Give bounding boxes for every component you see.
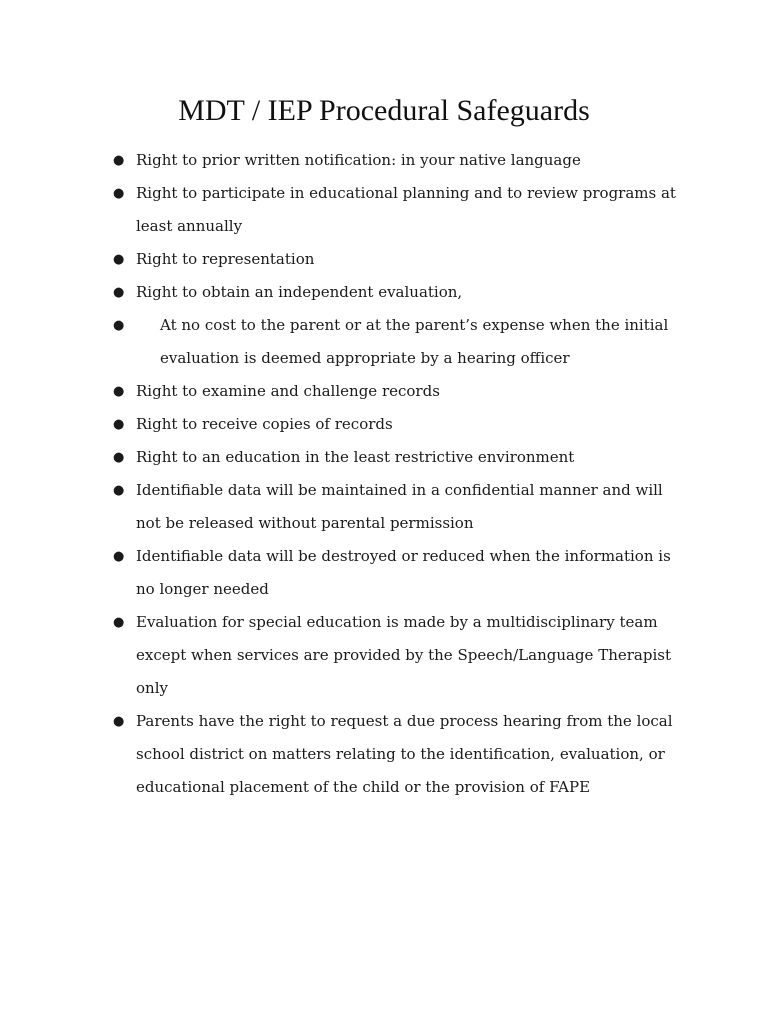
- bullet-icon: ●: [113, 186, 125, 201]
- list-item-text: Parents have the right to request a due process hearing from the local school district on matters relating to the identification, evaluation, or educational placement of the child or the provision of FAPE: [136, 712, 673, 796]
- list-item: [0, 243, 768, 276]
- bullet-icon: ●: [113, 714, 125, 729]
- bullet-icon: ●: [113, 153, 125, 168]
- list-item: [0, 309, 768, 375]
- list-item-text: Right to prior written notification: in your native language: [136, 151, 581, 169]
- list-item-text: Right to receive copies of records: [136, 415, 393, 433]
- list-item: [0, 408, 768, 441]
- list-item-text: Right to obtain an independent evaluation,: [136, 283, 463, 301]
- list-item-text: Right to an education in the least restrictive environment: [136, 448, 575, 466]
- bullet-icon: ●: [113, 285, 125, 300]
- list-item: [0, 606, 768, 705]
- bullet-icon: ●: [113, 417, 125, 432]
- list-item-text: At no cost to the parent or at the parent’s expense when the initial evaluation is deemed appropriate by a hearing officer: [160, 316, 669, 367]
- list-item-text: Identifiable data will be destroyed or reduced when the information is no longer needed: [136, 547, 671, 598]
- list-item: [0, 144, 768, 177]
- bullet-icon: ●: [113, 318, 125, 333]
- list-item-text: Right to participate in educational planning and to review programs at least annually: [136, 184, 676, 235]
- list-item: [0, 177, 768, 243]
- safeguards-list: [0, 144, 768, 804]
- bullet-icon: ●: [113, 450, 125, 465]
- list-item: [0, 474, 768, 540]
- bullet-icon: ●: [113, 549, 125, 564]
- list-item-text: Identifiable data will be maintained in a confidential manner and will not be released without parental permission: [136, 481, 663, 532]
- list-item-text: Right to examine and challenge records: [136, 382, 440, 400]
- list-item: [0, 540, 768, 606]
- list-item: [0, 375, 768, 408]
- list-item-text: Right to representation: [136, 250, 315, 268]
- list-item: [0, 276, 768, 309]
- bullet-icon: ●: [113, 483, 125, 498]
- list-item: [0, 705, 768, 804]
- page-title: MDT / IEP Procedural Safeguards: [178, 94, 590, 127]
- bullet-icon: ●: [113, 384, 125, 399]
- list-item-text: Evaluation for special education is made by a multidisciplinary team except when services are provided by the Speech/Language Therapist only: [136, 613, 671, 697]
- list-item: [0, 441, 768, 474]
- bullet-icon: ●: [113, 615, 125, 630]
- bullet-icon: ●: [113, 252, 125, 267]
